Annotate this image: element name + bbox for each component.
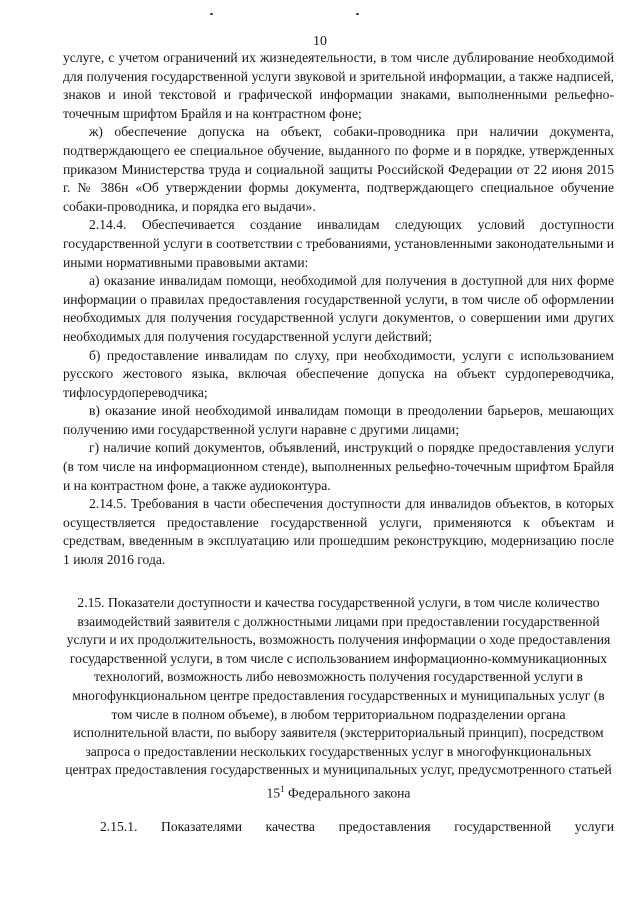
paragraph-item-g: г) наличие копий документов, объявлений, инструкций о порядке предоставления услуги (в том числе на информационном стенде), выполненных рельефно-точечным шрифтом Брайля и на контрастном фоне, а также аудиоконтура. xyxy=(63,440,614,493)
heading-tail: Федерального закона xyxy=(284,785,411,801)
heading-text xyxy=(63,594,614,803)
section-heading-2-15 xyxy=(63,594,614,803)
paragraph-2-15-1 xyxy=(63,818,614,837)
scan-speck xyxy=(356,13,359,15)
page-number: 10 xyxy=(313,34,327,49)
paragraph-item-v: в) оказание иной необходимой инвалидам помощи в преодолении барьеров, мешающих получению ими государственной услуги наравне с другими лицами; xyxy=(63,403,614,437)
scan-speck xyxy=(210,13,213,15)
paragraph-item-zh: ж) обеспечение допуска на объект, собаки-проводника при наличии документа, подтверждающего ее специальное обучение, выданного по форме и в порядке, утвержденных приказом Министерства труда и социальной защиты Российской Федерации от 22 июня 2015 г. № 386н «Об утверждении формы документа, подтверждающего специальное обучение собаки-проводника, и порядка его выдачи». xyxy=(63,124,614,214)
paragraph-item-a: а) оказание инвалидам помощи, необходимой для получения в доступной для них форме информации о правилах предоставления государственной услуги, в том числе об оформлении необходимых для получения государственной услуги документов, о совершении ими других необходимых для получения государственной услуги действий; xyxy=(63,273,614,344)
paragraph-2-14-4: 2.14.4. Обеспечивается создание инвалидам следующих условий доступности государственной услуги в соответствии с требованиями, установленными законодательными и иными нормативными правовыми актами: xyxy=(63,217,614,270)
paragraph: услуге, с учетом ограничений их жизнедеятельности, в том числе дублирование необходимой для получения государственной услуги звуковой и зрительной информации, а также надписей, знаков и иной текстовой и графической информации знаками, выполненными рельефно-точечным шрифтом Брайля и на контрастном фоне; xyxy=(63,50,614,121)
heading-main: 2.15. Показатели доступности и качества государственной услуги, в том числе количество взаимодействий заявителя с должностными лицами при предоставлении государственной услуги и их продолжительность, возможность получения информации о ходе предоставления государственной услуги, в том числе с использованием информационно-коммуникационных технологий, возможность либо невозможность получения государственной услуги в многофункциональном центре предоставления государственных и муниципальных услуг (в том числе в полном объеме), в любом территориальном подразделении органа исполнительной власти, по выбору заявителя (экстерриториальный принцип), посредством запроса о предоставлении нескольких государственных услуг в многофункциональных центрах предоставления государственных и муниципальных услуг, предусмотренного статьей 15 xyxy=(65,595,612,801)
paragraph-2-15-1-line: 2.15.1. Показателями качества предоставления государственной услуги xyxy=(100,819,614,834)
heading-superscript: 1 xyxy=(280,783,285,794)
paragraph-2-14-5: 2.14.5. Требования в части обеспечения доступности для инвалидов объектов, в которых осуществляется предоставление государственной услуги, применяются к объектам и средствам, введенным в эксплуатацию или прошедшим реконструкцию, модернизацию после 1 июля 2016 года. xyxy=(63,496,614,568)
document-body xyxy=(63,49,614,570)
paragraph-item-b: б) предоставление инвалидам по слуху, при необходимости, услуги с использованием русского жестового языка, включая обеспечение допуска на объект сурдопереводчика, тифлосурдопереводчика; xyxy=(63,347,614,400)
